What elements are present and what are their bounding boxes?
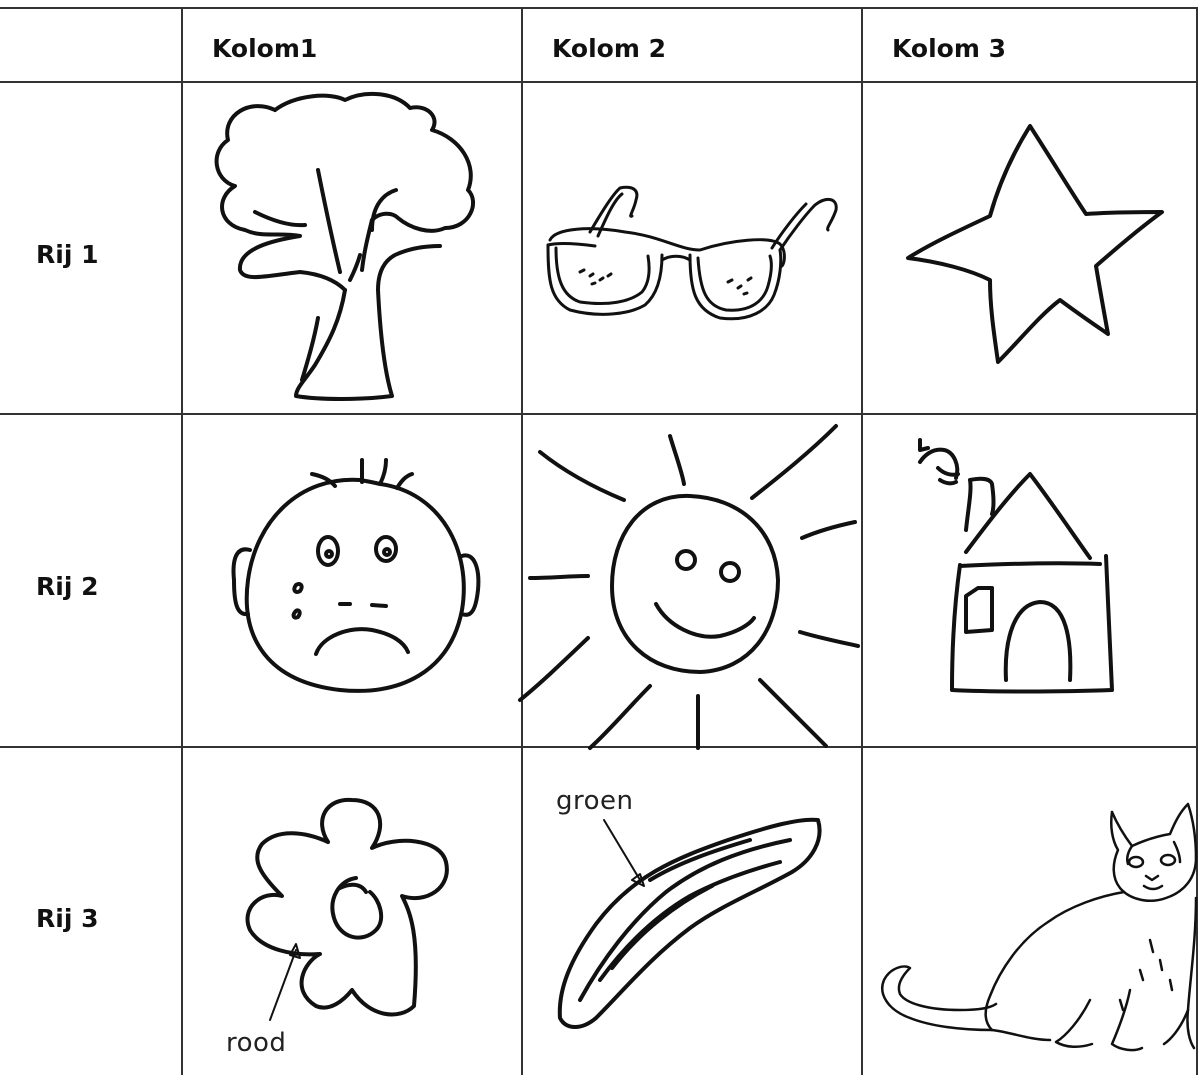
sun-icon (520, 426, 858, 748)
groen-arrow (604, 820, 644, 886)
flower-icon (248, 800, 447, 1015)
row-label-2: Rij 2 (36, 572, 99, 601)
cucumber-icon (560, 820, 820, 1027)
cucumber-color-label: groen (556, 786, 634, 816)
column-header-3: Kolom 3 (892, 34, 1007, 63)
house-icon (920, 440, 1112, 692)
sad-face-icon (234, 460, 479, 691)
tree-icon (217, 94, 473, 399)
cat-icon (882, 804, 1196, 1050)
column-header-1: Kolom1 (212, 34, 318, 63)
flower-color-label: rood (226, 1028, 287, 1058)
star-icon (908, 126, 1162, 362)
row-label-1: Rij 1 (36, 240, 99, 269)
column-header-2: Kolom 2 (552, 34, 667, 63)
sunglasses-icon (548, 187, 836, 318)
row-label-3: Rij 3 (36, 904, 99, 933)
